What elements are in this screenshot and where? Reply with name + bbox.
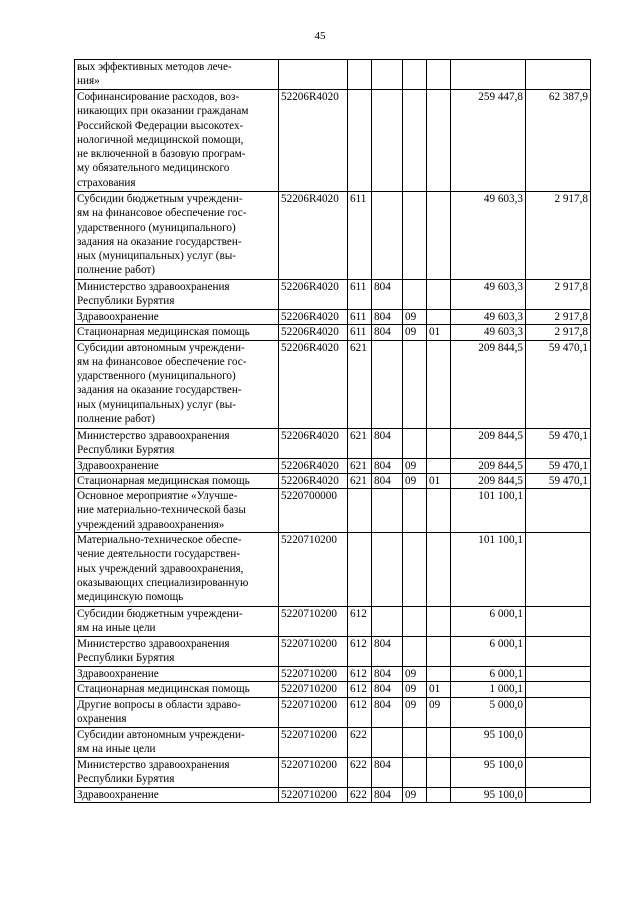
section-cell: 09 [403,458,427,473]
amount-total-cell: 49 603,3 [451,310,526,325]
table-row [75,428,591,458]
ministry-code-cell: 804 [372,428,403,458]
subsection-cell [427,60,451,90]
amount-federal-cell [526,667,591,682]
section-cell [403,489,427,533]
target-article-cell: 5220710200 [279,682,348,697]
ministry-code-cell [372,489,403,533]
expense-type-cell [348,90,372,192]
page-number: 45 [314,30,326,42]
expense-type-cell: 611 [348,310,372,325]
subsection-cell: 01 [427,682,451,697]
ministry-code-cell: 804 [372,697,403,727]
row-name-cell: Субсидии бюджетным учреждени- ям на иные цели [75,607,279,637]
expense-type-cell: 622 [348,727,372,757]
target-article-cell: 5220710200 [279,787,348,802]
target-article-cell: 5220710200 [279,533,348,607]
target-article-cell: 5220700000 [279,489,348,533]
ministry-code-cell [372,607,403,637]
expense-type-cell: 611 [348,280,372,310]
amount-total-cell: 95 100,0 [451,787,526,802]
target-article-cell: 52206R4020 [279,428,348,458]
section-cell: 09 [403,682,427,697]
section-cell [403,533,427,607]
subsection-cell [427,533,451,607]
section-cell [403,428,427,458]
ministry-code-cell [372,340,403,428]
section-cell [403,340,427,428]
table-row [75,325,591,340]
target-article-cell [279,60,348,90]
section-cell [403,280,427,310]
ministry-code-cell [372,533,403,607]
row-name-cell: вых эффективных методов лече- ния» [75,60,279,90]
table-row [75,60,591,90]
target-article-cell: 52206R4020 [279,473,348,488]
target-article-cell: 52206R4020 [279,192,348,280]
amount-federal-cell [526,682,591,697]
amount-federal-cell [526,489,591,533]
ministry-code-cell: 804 [372,787,403,802]
target-article-cell: 5220710200 [279,637,348,667]
amount-total-cell: 101 100,1 [451,489,526,533]
row-name-cell: Субсидии автономным учреждени- ям на иные цели [75,727,279,757]
row-name-cell: Стационарная медицинская помощь [75,473,279,488]
amount-federal-cell: 59 470,1 [526,473,591,488]
amount-federal-cell: 62 387,9 [526,90,591,192]
section-cell [403,727,427,757]
subsection-cell [427,667,451,682]
amount-total-cell: 101 100,1 [451,533,526,607]
amount-total-cell: 49 603,3 [451,192,526,280]
expense-type-cell: 621 [348,340,372,428]
amount-total-cell: 6 000,1 [451,637,526,667]
expense-type-cell: 621 [348,458,372,473]
row-name-cell: Другие вопросы в области здраво- охранения [75,697,279,727]
amount-total-cell: 95 100,0 [451,757,526,787]
ministry-code-cell: 804 [372,325,403,340]
amount-total-cell: 5 000,0 [451,697,526,727]
amount-federal-cell [526,787,591,802]
row-name-cell: Здравоохранение [75,787,279,802]
ministry-code-cell: 804 [372,473,403,488]
section-cell [403,192,427,280]
row-name-cell: Министерство здравоохранения Республики Бурятия [75,428,279,458]
amount-total-cell: 209 844,5 [451,458,526,473]
ministry-code-cell: 804 [372,458,403,473]
section-cell [403,90,427,192]
subsection-cell [427,90,451,192]
amount-federal-cell: 2 917,8 [526,280,591,310]
expense-type-cell: 611 [348,325,372,340]
target-article-cell: 5220710200 [279,757,348,787]
expense-type-cell: 612 [348,637,372,667]
expense-type-cell: 621 [348,473,372,488]
amount-total-cell: 6 000,1 [451,667,526,682]
subsection-cell: 01 [427,473,451,488]
subsection-cell [427,787,451,802]
expense-type-cell [348,489,372,533]
row-name-cell: Стационарная медицинская помощь [75,325,279,340]
table-row [75,192,591,280]
amount-federal-cell: 59 470,1 [526,458,591,473]
section-cell: 09 [403,697,427,727]
ministry-code-cell: 804 [372,667,403,682]
amount-federal-cell: 2 917,8 [526,325,591,340]
subsection-cell [427,192,451,280]
expense-type-cell [348,533,372,607]
expense-type-cell: 621 [348,428,372,458]
amount-total-cell: 6 000,1 [451,607,526,637]
amount-total-cell: 209 844,5 [451,340,526,428]
ministry-code-cell [372,727,403,757]
target-article-cell: 5220710200 [279,607,348,637]
table-row [75,340,591,428]
amount-total-cell: 209 844,5 [451,428,526,458]
amount-total-cell: 1 000,1 [451,682,526,697]
row-name-cell: Министерство здравоохранения Республики Бурятия [75,757,279,787]
section-cell [403,757,427,787]
subsection-cell [427,310,451,325]
section-cell [403,637,427,667]
ministry-code-cell: 804 [372,757,403,787]
table-row [75,489,591,533]
subsection-cell [427,458,451,473]
table-row [75,637,591,667]
subsection-cell [427,757,451,787]
amount-federal-cell [526,727,591,757]
amount-federal-cell: 59 470,1 [526,428,591,458]
target-article-cell: 52206R4020 [279,90,348,192]
expense-type-cell: 622 [348,787,372,802]
subsection-cell [427,280,451,310]
target-article-cell: 52206R4020 [279,310,348,325]
section-cell: 09 [403,787,427,802]
amount-total-cell [451,60,526,90]
target-article-cell: 5220710200 [279,667,348,682]
expense-type-cell: 622 [348,757,372,787]
row-name-cell: Министерство здравоохранения Республики Бурятия [75,280,279,310]
amount-federal-cell [526,757,591,787]
table-row [75,757,591,787]
amount-federal-cell: 59 470,1 [526,340,591,428]
row-name-cell: Здравоохранение [75,667,279,682]
amount-federal-cell: 2 917,8 [526,310,591,325]
table-row [75,458,591,473]
section-cell: 09 [403,325,427,340]
amount-total-cell: 95 100,0 [451,727,526,757]
amount-federal-cell: 2 917,8 [526,192,591,280]
amount-total-cell: 49 603,3 [451,325,526,340]
table-row [75,667,591,682]
expense-type-cell: 611 [348,192,372,280]
table-row [75,682,591,697]
amount-total-cell: 259 447,8 [451,90,526,192]
row-name-cell: Субсидии бюджетным учреждени- ям на финансовое обеспечение гос- ударственного (муниципального) задания на оказание государствен- ных (муниципальных) услуг (вы- полнение работ) [75,192,279,280]
ministry-code-cell: 804 [372,637,403,667]
target-article-cell: 5220710200 [279,727,348,757]
table-row [75,473,591,488]
ministry-code-cell [372,192,403,280]
amount-federal-cell [526,607,591,637]
amount-total-cell: 209 844,5 [451,473,526,488]
section-cell [403,607,427,637]
expense-type-cell: 612 [348,607,372,637]
ministry-code-cell: 804 [372,280,403,310]
ministry-code-cell: 804 [372,682,403,697]
table-row [75,533,591,607]
budget-table [74,59,591,803]
expense-type-cell: 612 [348,697,372,727]
target-article-cell: 52206R4020 [279,325,348,340]
subsection-cell [427,727,451,757]
table-row [75,787,591,802]
subsection-cell: 09 [427,697,451,727]
expense-type-cell [348,60,372,90]
row-name-cell: Софинансирование расходов, воз- никающих при оказании гражданам Российской Федерации высокотех- нологичной медицинской помощи, не включенной в базовую програм- му обязательного медицинского страхования [75,90,279,192]
expense-type-cell: 612 [348,667,372,682]
amount-federal-cell [526,533,591,607]
section-cell: 09 [403,310,427,325]
table-row [75,727,591,757]
table-row [75,310,591,325]
subsection-cell [427,489,451,533]
ministry-code-cell: 804 [372,310,403,325]
row-name-cell: Здравоохранение [75,310,279,325]
row-name-cell: Здравоохранение [75,458,279,473]
section-cell [403,60,427,90]
table-row [75,280,591,310]
amount-total-cell: 49 603,3 [451,280,526,310]
table-row [75,697,591,727]
row-name-cell: Стационарная медицинская помощь [75,682,279,697]
subsection-cell [427,637,451,667]
row-name-cell: Министерство здравоохранения Республики Бурятия [75,637,279,667]
table-row [75,90,591,192]
ministry-code-cell [372,60,403,90]
amount-federal-cell [526,60,591,90]
target-article-cell: 52206R4020 [279,340,348,428]
expense-type-cell: 612 [348,682,372,697]
section-cell: 09 [403,667,427,682]
budget-table-body [75,60,591,803]
row-name-cell: Основное мероприятие «Улучше- ние материально-технической базы учреждений здравоохранения» [75,489,279,533]
subsection-cell [427,607,451,637]
row-name-cell: Субсидии автономным учреждени- ям на финансовое обеспечение гос- ударственного (муниципального) задания на оказание государствен- ных (муниципальных) услуг (вы- полнение работ) [75,340,279,428]
subsection-cell [427,428,451,458]
subsection-cell: 01 [427,325,451,340]
target-article-cell: 52206R4020 [279,280,348,310]
amount-federal-cell [526,697,591,727]
ministry-code-cell [372,90,403,192]
row-name-cell: Материально-техническое обеспе- чение деятельности государствен- ных учреждений здравоохранения, оказывающих специализированную медицинскую помощь [75,533,279,607]
section-cell: 09 [403,473,427,488]
target-article-cell: 5220710200 [279,697,348,727]
table-row [75,607,591,637]
subsection-cell [427,340,451,428]
amount-federal-cell [526,637,591,667]
target-article-cell: 52206R4020 [279,458,348,473]
